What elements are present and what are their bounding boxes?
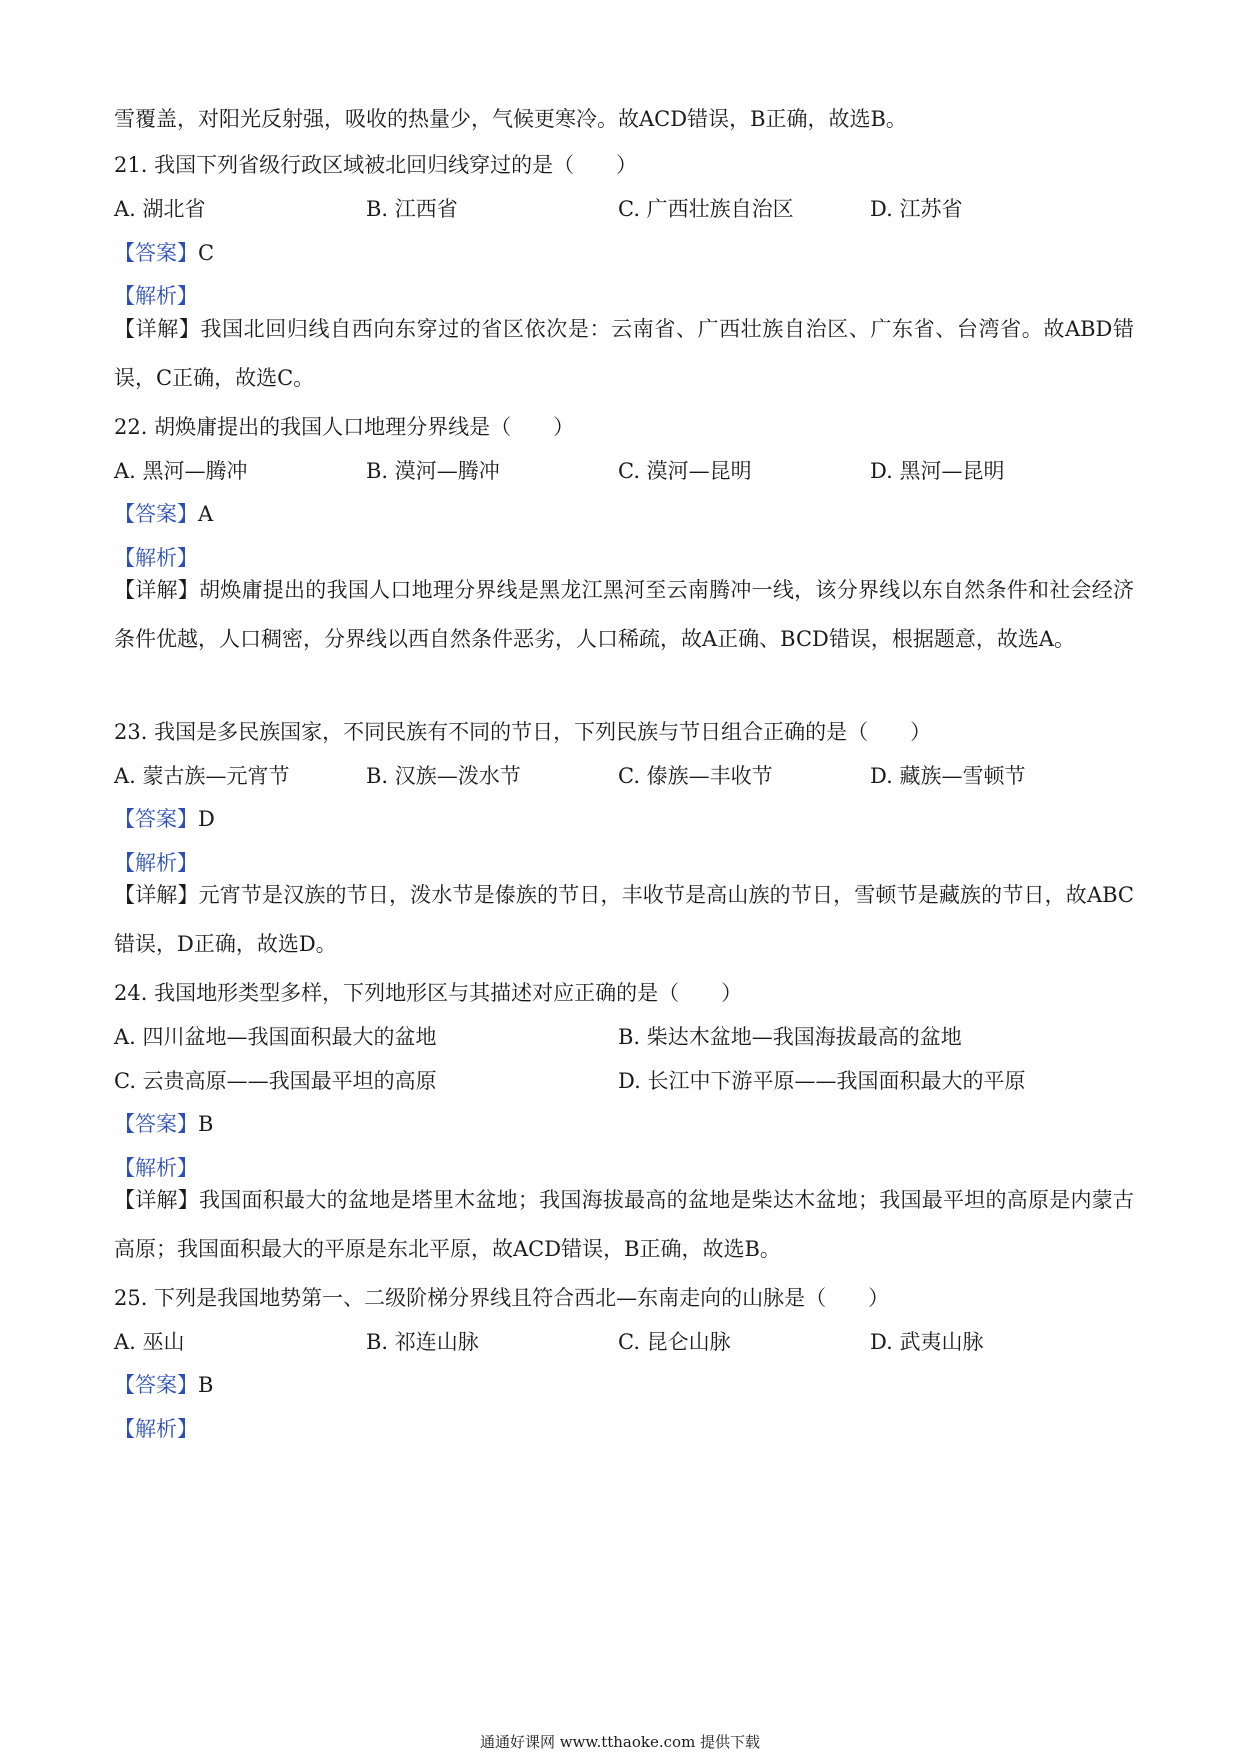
answer-value: B <box>198 1373 214 1397</box>
q23-option-d: D. 藏族—雪顿节 <box>870 764 1026 788</box>
q22-option-b: B. 漠河—腾冲 <box>366 459 500 483</box>
q21-option-a: A. 湖北省 <box>114 197 206 221</box>
q21-detail <box>114 305 1134 403</box>
q24-detail <box>114 1176 1134 1274</box>
carryover-paragraph: 雪覆盖，对阳光反射强，吸收的热量少，气候更寒冷。故ACD错误，B正确，故选B。 <box>114 107 907 131</box>
answer-value: A <box>198 502 214 526</box>
answer-value: C <box>198 241 215 265</box>
question-22-stem: 22. 胡焕庸提出的我国人口地理分界线是（ ） <box>114 415 575 439</box>
answer-label: 【答案】 <box>114 807 198 831</box>
question-24-stem: 24. 我国地形类型多样，下列地形区与其描述对应正确的是（ ） <box>114 981 743 1005</box>
q23-option-b: B. 汉族—泼水节 <box>366 764 521 788</box>
question-21-stem: 21. 我国下列省级行政区域被北回归线穿过的是（ ） <box>114 153 638 177</box>
q22-option-d: D. 黑河—昆明 <box>870 459 1005 483</box>
analysis-label: 【解析】 <box>114 1156 198 1180</box>
q21-option-b: B. 江西省 <box>366 197 458 221</box>
detail-text: 胡焕庸提出的我国人口地理分界线是黑龙江黑河至云南腾冲一线，该分界线以东自然条件和社会经济条件优越，人口稠密，分界线以西自然条件恶劣，人口稀疏，故A正确、BCD错误，根据题意，故选A。 <box>114 578 1135 651</box>
question-25-stem: 25. 下列是我国地势第一、二级阶梯分界线且符合西北—东南走向的山脉是（ ） <box>114 1286 890 1310</box>
detail-text: 元宵节是汉族的节日，泼水节是傣族的节日，丰收节是高山族的节日，雪顿节是藏族的节日，故ABC错误，D正确，故选D。 <box>114 883 1134 956</box>
detail-label: 【详解】 <box>114 578 200 602</box>
detail-label: 【详解】 <box>114 883 199 907</box>
q24-option-a: A. 四川盆地—我国面积最大的盆地 <box>114 1025 437 1049</box>
question-23-options <box>114 761 1134 791</box>
detail-label: 【详解】 <box>114 317 201 341</box>
q25-option-b: B. 祁连山脉 <box>366 1330 479 1354</box>
q24-answer <box>114 1109 213 1139</box>
q24-option-c: C. 云贵高原——我国最平坦的高原 <box>114 1069 437 1093</box>
q24-option-d: D. 长江中下游平原——我国面积最大的平原 <box>618 1069 1026 1093</box>
page-footer: 通通好课网 www.tthaoke.com 提供下载 <box>479 1733 761 1751</box>
question-24-options-row2 <box>114 1066 1134 1096</box>
q25-option-c: C. 昆仑山脉 <box>618 1330 731 1354</box>
q25-option-d: D. 武夷山脉 <box>870 1330 984 1354</box>
question-21-options <box>114 194 1134 224</box>
q22-option-a: A. 黑河—腾冲 <box>114 459 248 483</box>
answer-value: D <box>198 807 215 831</box>
analysis-label: 【解析】 <box>114 284 198 308</box>
answer-label: 【答案】 <box>114 502 198 526</box>
detail-text: 我国面积最大的盆地是塔里木盆地；我国海拔最高的盆地是柴达木盆地；我国最平坦的高原是内蒙古高原；我国面积最大的平原是东北平原，故ACD错误，B正确，故选B。 <box>114 1188 1135 1261</box>
q21-option-d: D. 江苏省 <box>870 197 963 221</box>
q22-option-c: C. 漠河—昆明 <box>618 459 752 483</box>
q23-option-c: C. 傣族—丰收节 <box>618 764 773 788</box>
analysis-label: 【解析】 <box>114 851 198 875</box>
q25-option-a: A. 巫山 <box>114 1330 185 1354</box>
q25-analysis <box>114 1414 198 1444</box>
q23-answer <box>114 804 215 834</box>
q22-answer <box>114 499 213 529</box>
analysis-label: 【解析】 <box>114 1417 198 1441</box>
answer-label: 【答案】 <box>114 241 198 265</box>
q24-option-b: B. 柴达木盆地—我国海拔最高的盆地 <box>618 1025 962 1049</box>
question-24-options-row1 <box>114 1022 1134 1052</box>
detail-text: 我国北回归线自西向东穿过的省区依次是：云南省、广西壮族自治区、广东省、台湾省。故ABD错误，C正确，故选C。 <box>114 317 1134 390</box>
question-22-options <box>114 456 1134 486</box>
q23-option-a: A. 蒙古族—元宵节 <box>114 764 290 788</box>
q21-option-c: C. 广西壮族自治区 <box>618 197 794 221</box>
answer-label: 【答案】 <box>114 1112 198 1136</box>
answer-value: B <box>198 1112 214 1136</box>
q25-answer <box>114 1370 213 1400</box>
question-23-stem: 23. 我国是多民族国家，不同民族有不同的节日，下列民族与节日组合正确的是（ ） <box>114 720 932 744</box>
detail-label: 【详解】 <box>114 1188 200 1212</box>
answer-label: 【答案】 <box>114 1373 198 1397</box>
q22-detail <box>114 566 1134 664</box>
analysis-label: 【解析】 <box>114 546 198 570</box>
q23-detail <box>114 871 1134 969</box>
q21-answer <box>114 238 214 268</box>
question-25-options <box>114 1327 1134 1357</box>
